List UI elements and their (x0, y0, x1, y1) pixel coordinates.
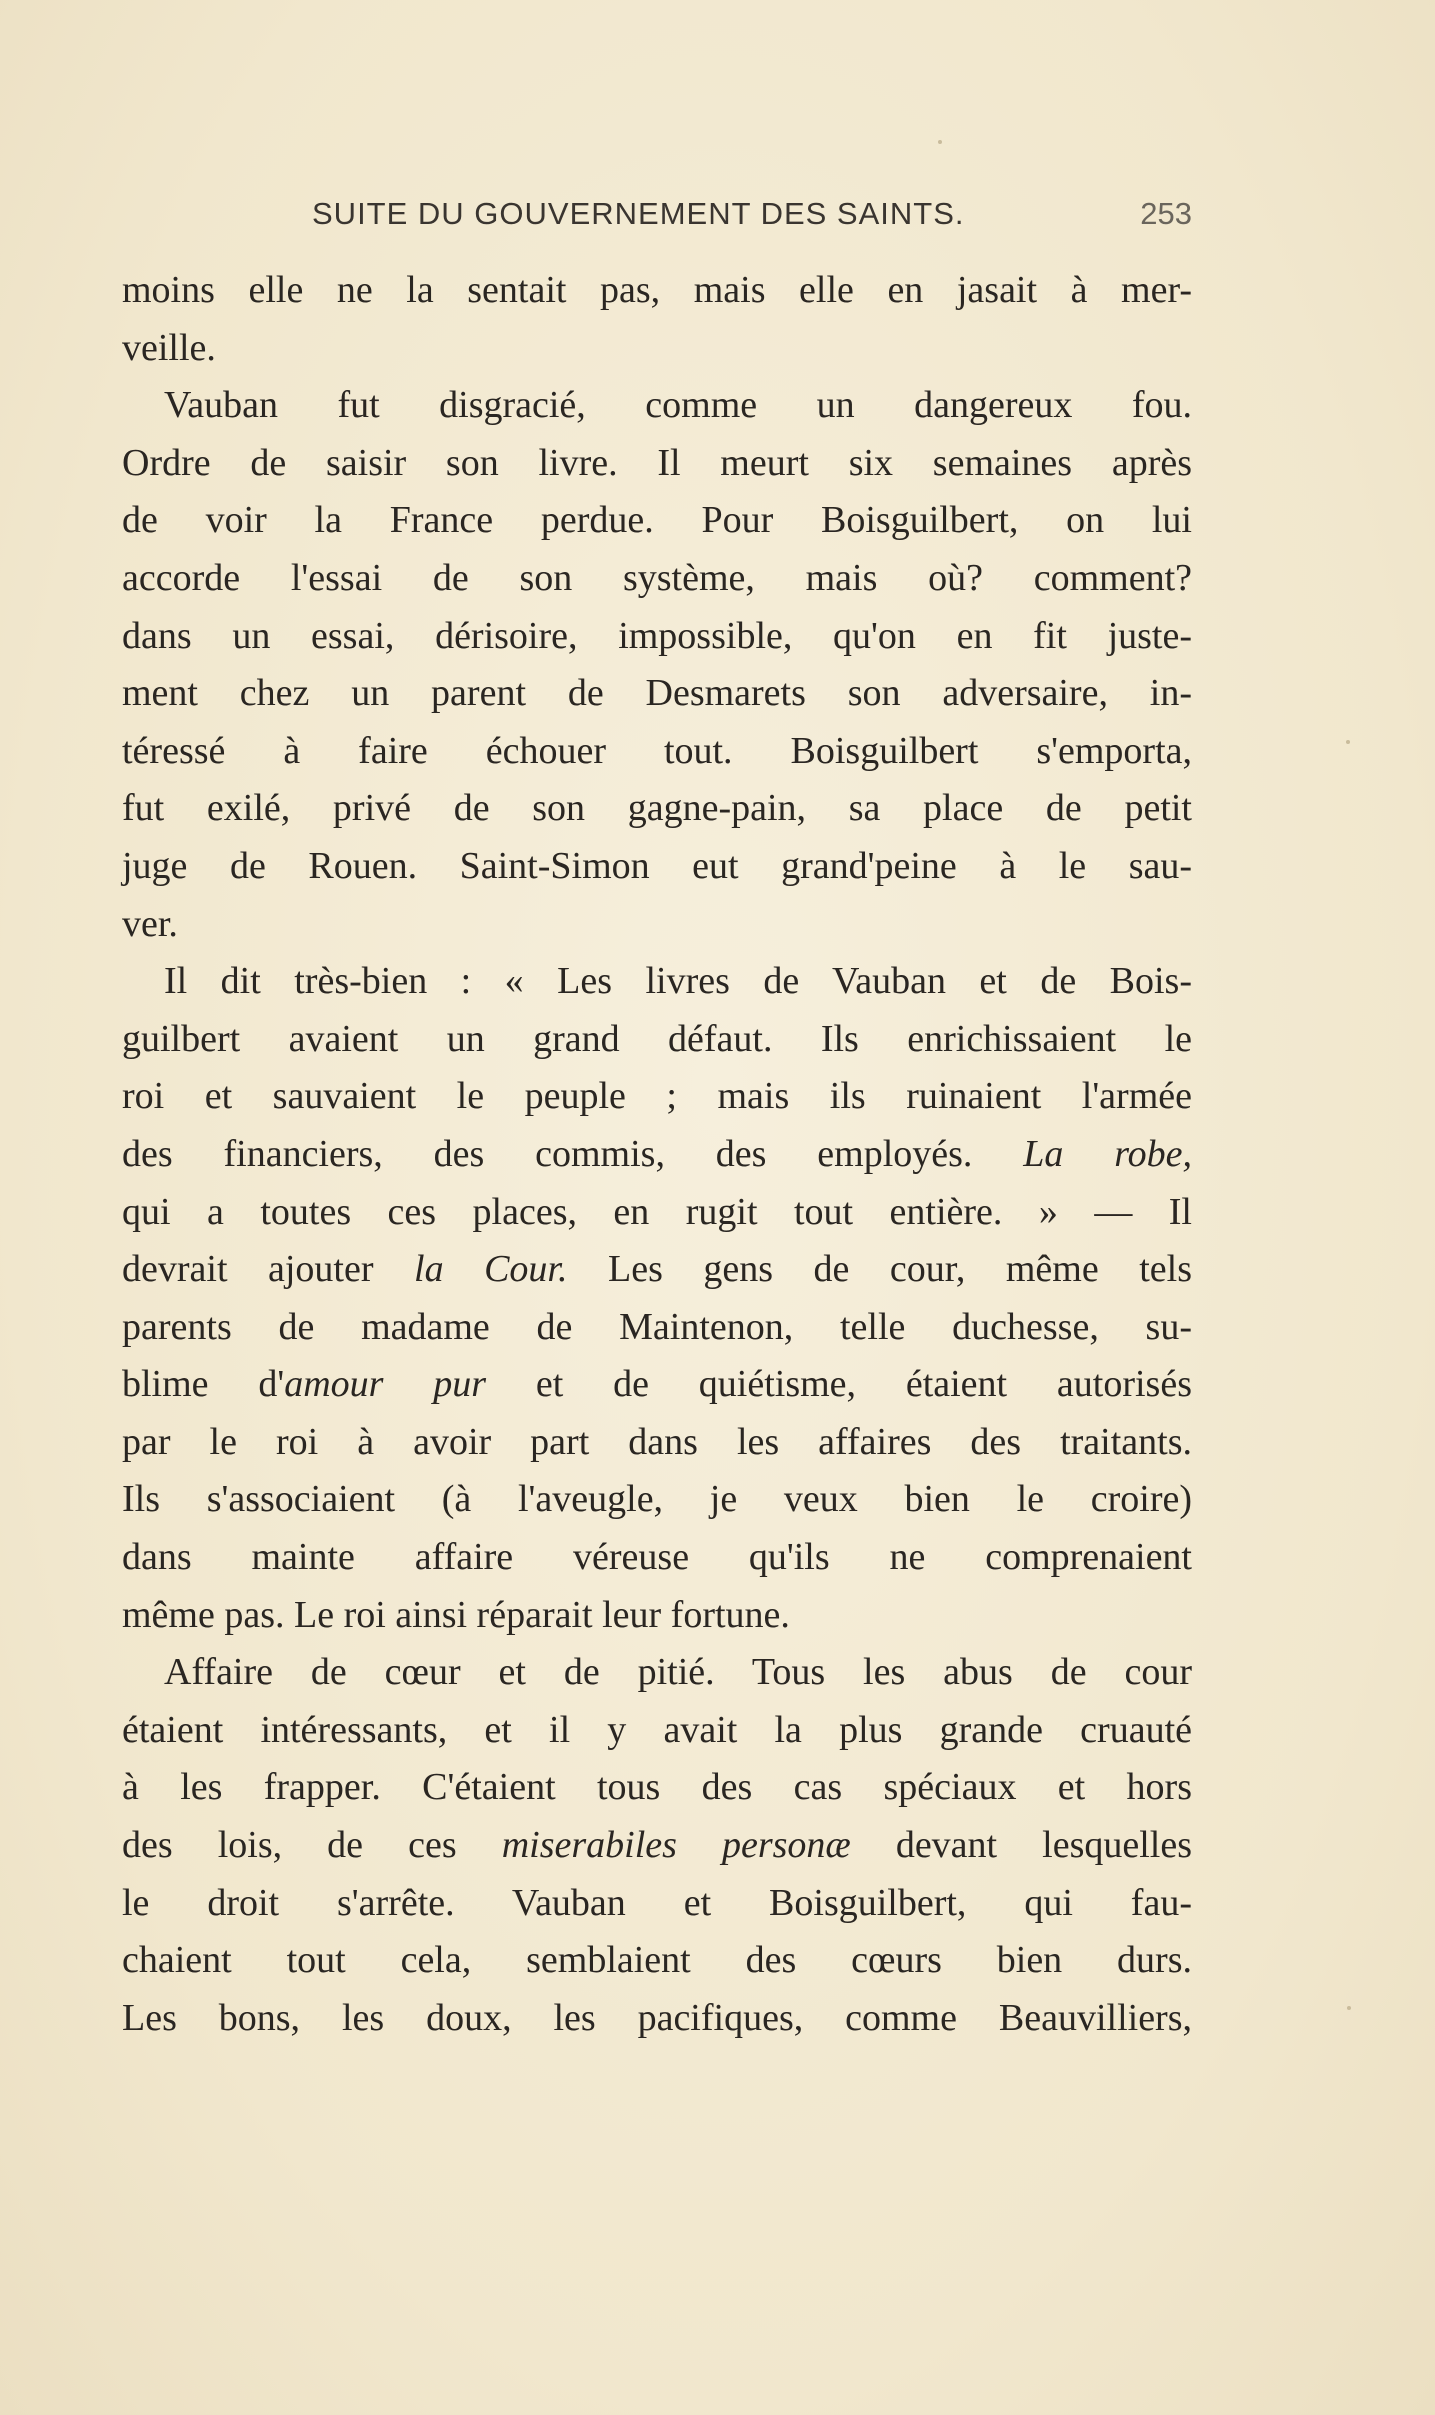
text-line: Affaire de cœur et de pitié. Tous les abus de cour (164, 1651, 1192, 1694)
italic-text: La robe, (1023, 1132, 1192, 1175)
italic-text: miserabiles personæ (501, 1824, 851, 1867)
text-line: juge de Rouen. Saint-Simon eut grand'peine à le sau- (122, 844, 1192, 887)
running-title: SUITE DU GOUVERNEMENT DES SAINTS. (312, 196, 965, 231)
text-line: des financiers, des commis, des employés. La robe, (122, 1132, 1192, 1175)
text-line: de voir la France perdue. Pour Boisguilbert, on lui (122, 499, 1192, 542)
text-line: Il dit très-bien : « Les livres de Vauban et de Bois- (164, 960, 1192, 1003)
text-line: téressé à faire échouer tout. Boisguilbert s'emporta, (122, 729, 1192, 772)
running-head (122, 196, 1192, 236)
text-line: roi et sauvaient le peuple ; mais ils ruinaient l'armée (122, 1075, 1192, 1118)
text-line: ver. (122, 902, 178, 945)
text-line: par le roi à avoir part dans les affaires des traitants. (122, 1420, 1192, 1463)
text-line: Ordre de saisir son livre. Il meurt six semaines après (122, 441, 1192, 484)
text-line: qui a toutes ces places, en rugit tout entière. » — Il (122, 1190, 1192, 1233)
italic-text: la Cour. (414, 1248, 568, 1291)
text-line: des lois, de ces miserabiles personæ devant lesquelles (122, 1824, 1193, 1867)
text-line: devrait ajouter la Cour. Les gens de cour, même tels (122, 1248, 1192, 1291)
text-line: Vauban fut disgracié, comme un dangereux fou. (164, 384, 1192, 427)
italic-text: amour pur (284, 1363, 487, 1406)
body-text (122, 262, 1192, 2047)
text-line: moins elle ne la sentait pas, mais elle en jasait à mer- (122, 269, 1192, 311)
text-line: Ils s'associaient (à l'aveugle, je veux bien le croire) (122, 1478, 1192, 1521)
text-line: dans mainte affaire véreuse qu'ils ne comprenaient (122, 1536, 1192, 1579)
text-line: dans un essai, dérisoire, impossible, qu'on en fit juste- (122, 614, 1192, 657)
paper-speck (938, 140, 942, 144)
paper-speck (1347, 2006, 1351, 2010)
text-line: à les frapper. C'étaient tous des cas spéciaux et hors (122, 1766, 1192, 1809)
text-line: parents de madame de Maintenon, telle duchesse, su- (122, 1305, 1192, 1348)
text-line: fut exilé, privé de son gagne-pain, sa place de petit (122, 787, 1192, 830)
text-line: le droit s'arrête. Vauban et Boisguilbert, qui fau- (122, 1881, 1192, 1924)
text-line: ment chez un parent de Desmarets son adversaire, in- (122, 672, 1192, 715)
text-line: veille. (122, 326, 216, 369)
text-line: blime d'amour pur et de quiétisme, étaient autorisés (122, 1363, 1192, 1406)
text-line: chaient tout cela, semblaient des cœurs bien durs. (122, 1939, 1192, 1982)
text-line: Les bons, les doux, les pacifiques, comme Beauvilliers, (122, 1996, 1192, 2039)
text-line: accorde l'essai de son système, mais où? comment? (122, 556, 1192, 599)
text-line: même pas. Le roi ainsi réparait leur fortune. (122, 1593, 790, 1636)
text-line: étaient intéressants, et il y avait la plus grande cruauté (122, 1708, 1192, 1751)
page-number: 253 (1140, 196, 1192, 231)
text-line: guilbert avaient un grand défaut. Ils enrichissaient le (122, 1017, 1192, 1060)
paper-speck (1346, 740, 1350, 744)
